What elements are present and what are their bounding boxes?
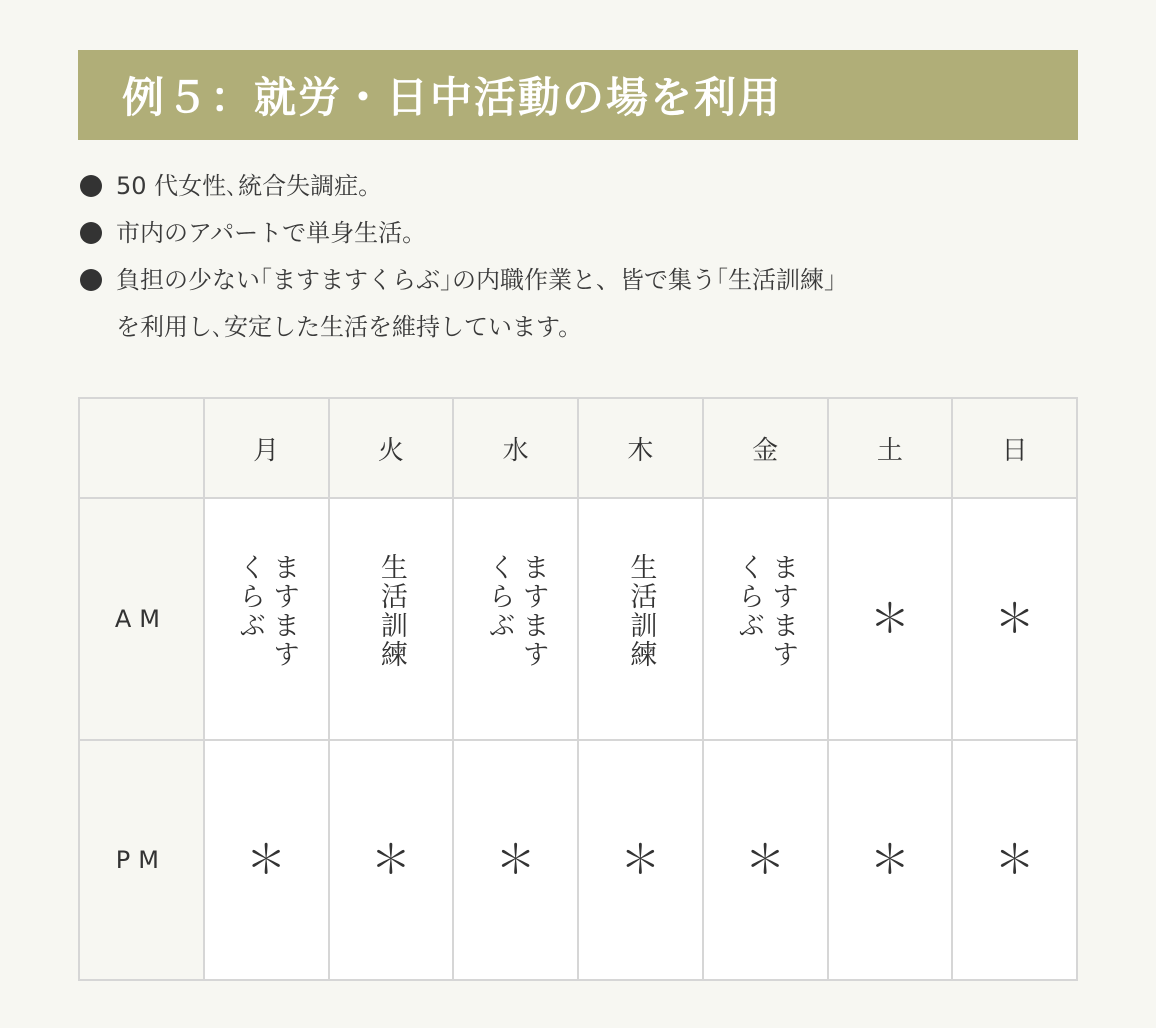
activity-label: ますます くらぶ [483, 553, 549, 669]
schedule-cell [703, 498, 828, 740]
schedule-cell [703, 740, 828, 980]
schedule-cell [453, 740, 578, 980]
bullet-text: 負担の少ない｢ますますくらぶ｣の内職作業と、皆で集う｢生活訓練｣ を利用し､安定した生活を維持しています。 [116, 266, 836, 341]
schedule-cell [952, 498, 1077, 740]
no-activity-mark: ＊ [745, 837, 786, 883]
bullet-text: 50 代女性､統合失調症。 [116, 172, 383, 200]
no-activity-mark: ＊ [869, 837, 910, 883]
bullet-icon [80, 175, 102, 197]
no-activity-mark: ＊ [869, 596, 910, 642]
schedule-cell [329, 498, 454, 740]
no-activity-mark: ＊ [370, 837, 411, 883]
schedule-cell [578, 498, 703, 740]
day-header-sat: 土 [828, 398, 953, 498]
schedule-cell [453, 498, 578, 740]
day-header-mon: 月 [204, 398, 329, 498]
no-activity-mark: ＊ [994, 596, 1035, 642]
table-header-row [79, 398, 1077, 498]
weekly-schedule-table [78, 397, 1078, 981]
title-banner [78, 50, 1078, 140]
list-item [80, 163, 1090, 210]
list-item [80, 257, 1090, 351]
schedule-cell [204, 740, 329, 980]
day-header-tue: 火 [329, 398, 454, 498]
day-header-wed: 水 [453, 398, 578, 498]
row-label-am: AM [79, 498, 204, 740]
schedule-cell [952, 740, 1077, 980]
day-header-fri: 金 [703, 398, 828, 498]
activity-label: 生活訓練 [375, 553, 407, 669]
activity-label: 生活訓練 [625, 553, 657, 669]
bullet-icon [80, 222, 102, 244]
schedule-cell [204, 498, 329, 740]
day-header-thu: 木 [578, 398, 703, 498]
table-row-am [79, 498, 1077, 740]
list-item [80, 210, 1090, 257]
activity-label: ますます くらぶ [733, 553, 799, 669]
no-activity-mark: ＊ [620, 837, 661, 883]
no-activity-mark: ＊ [994, 837, 1035, 883]
schedule-cell [828, 498, 953, 740]
page-title: 例５：就労・日中活動の場を利用 [122, 73, 783, 122]
no-activity-mark: ＊ [495, 837, 536, 883]
table-row-pm [79, 740, 1077, 980]
schedule-cell [578, 740, 703, 980]
description-list [80, 163, 1090, 351]
bullet-icon [80, 269, 102, 291]
bullet-text: 市内のアパートで単身生活。 [116, 219, 427, 247]
no-activity-mark: ＊ [246, 837, 287, 883]
corner-cell [79, 398, 204, 498]
schedule-cell [329, 740, 454, 980]
schedule-cell [828, 740, 953, 980]
activity-label: ますます くらぶ [234, 553, 300, 669]
day-header-sun: 日 [952, 398, 1077, 498]
row-label-pm: PM [79, 740, 204, 980]
